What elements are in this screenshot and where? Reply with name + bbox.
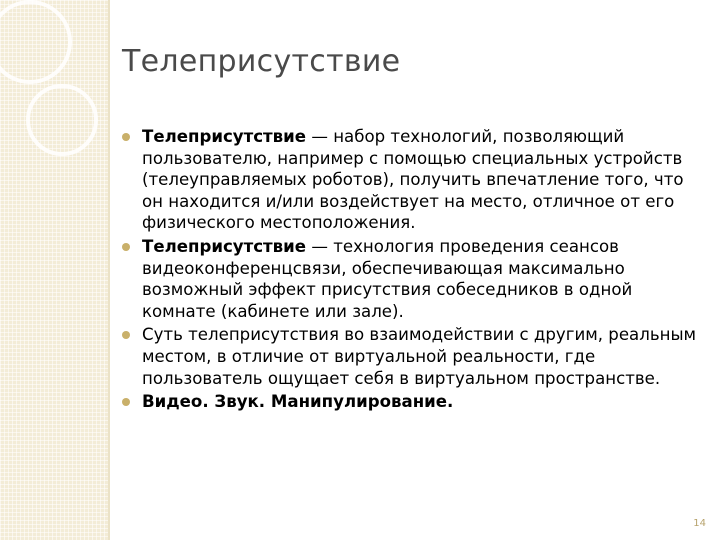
- bullet-item: [122, 324, 697, 389]
- decorative-circles-icon: [0, 0, 110, 160]
- bullet-text: Суть телеприсутствия во взаимодействии с другим, реальным местом, в отличие от виртуальной реальности, где пользователь ощущает себя в виртуальном пространстве.: [142, 325, 697, 388]
- bullet-dot-icon: [122, 133, 130, 141]
- bullet-item: [122, 126, 697, 234]
- bullet-bold-text: Видео. Звук. Манипулирование.: [142, 392, 454, 412]
- bullet-item: [122, 236, 697, 322]
- page-number: 14: [693, 518, 706, 529]
- slide-title: Телеприсутствие: [122, 44, 401, 79]
- bullet-list: [122, 126, 697, 413]
- bullet-dot-icon: [122, 331, 130, 339]
- bullet-text: — набор технологий, позволяющий пользователю, например с помощью специальных устройств (телеуправляемых роботов), получить впечатление того, что он находится и/или воздействует на место, отличное от его физического местоположения.: [142, 127, 684, 233]
- bullet-text: — технология проведения сеансов видеоконференцсвязи, обеспечивающая максимально возможный эффект присутствия собеседников в одной комнате (кабинете или зале).: [142, 236, 633, 321]
- bullet-bold-text: Телеприсутствие: [142, 236, 307, 256]
- bullet-dot-icon: [122, 243, 130, 251]
- bullet-item: [122, 391, 697, 413]
- slide-content: [122, 126, 697, 415]
- bullet-dot-icon: [122, 398, 130, 406]
- bullet-bold-text: Телеприсутствие: [142, 127, 307, 146]
